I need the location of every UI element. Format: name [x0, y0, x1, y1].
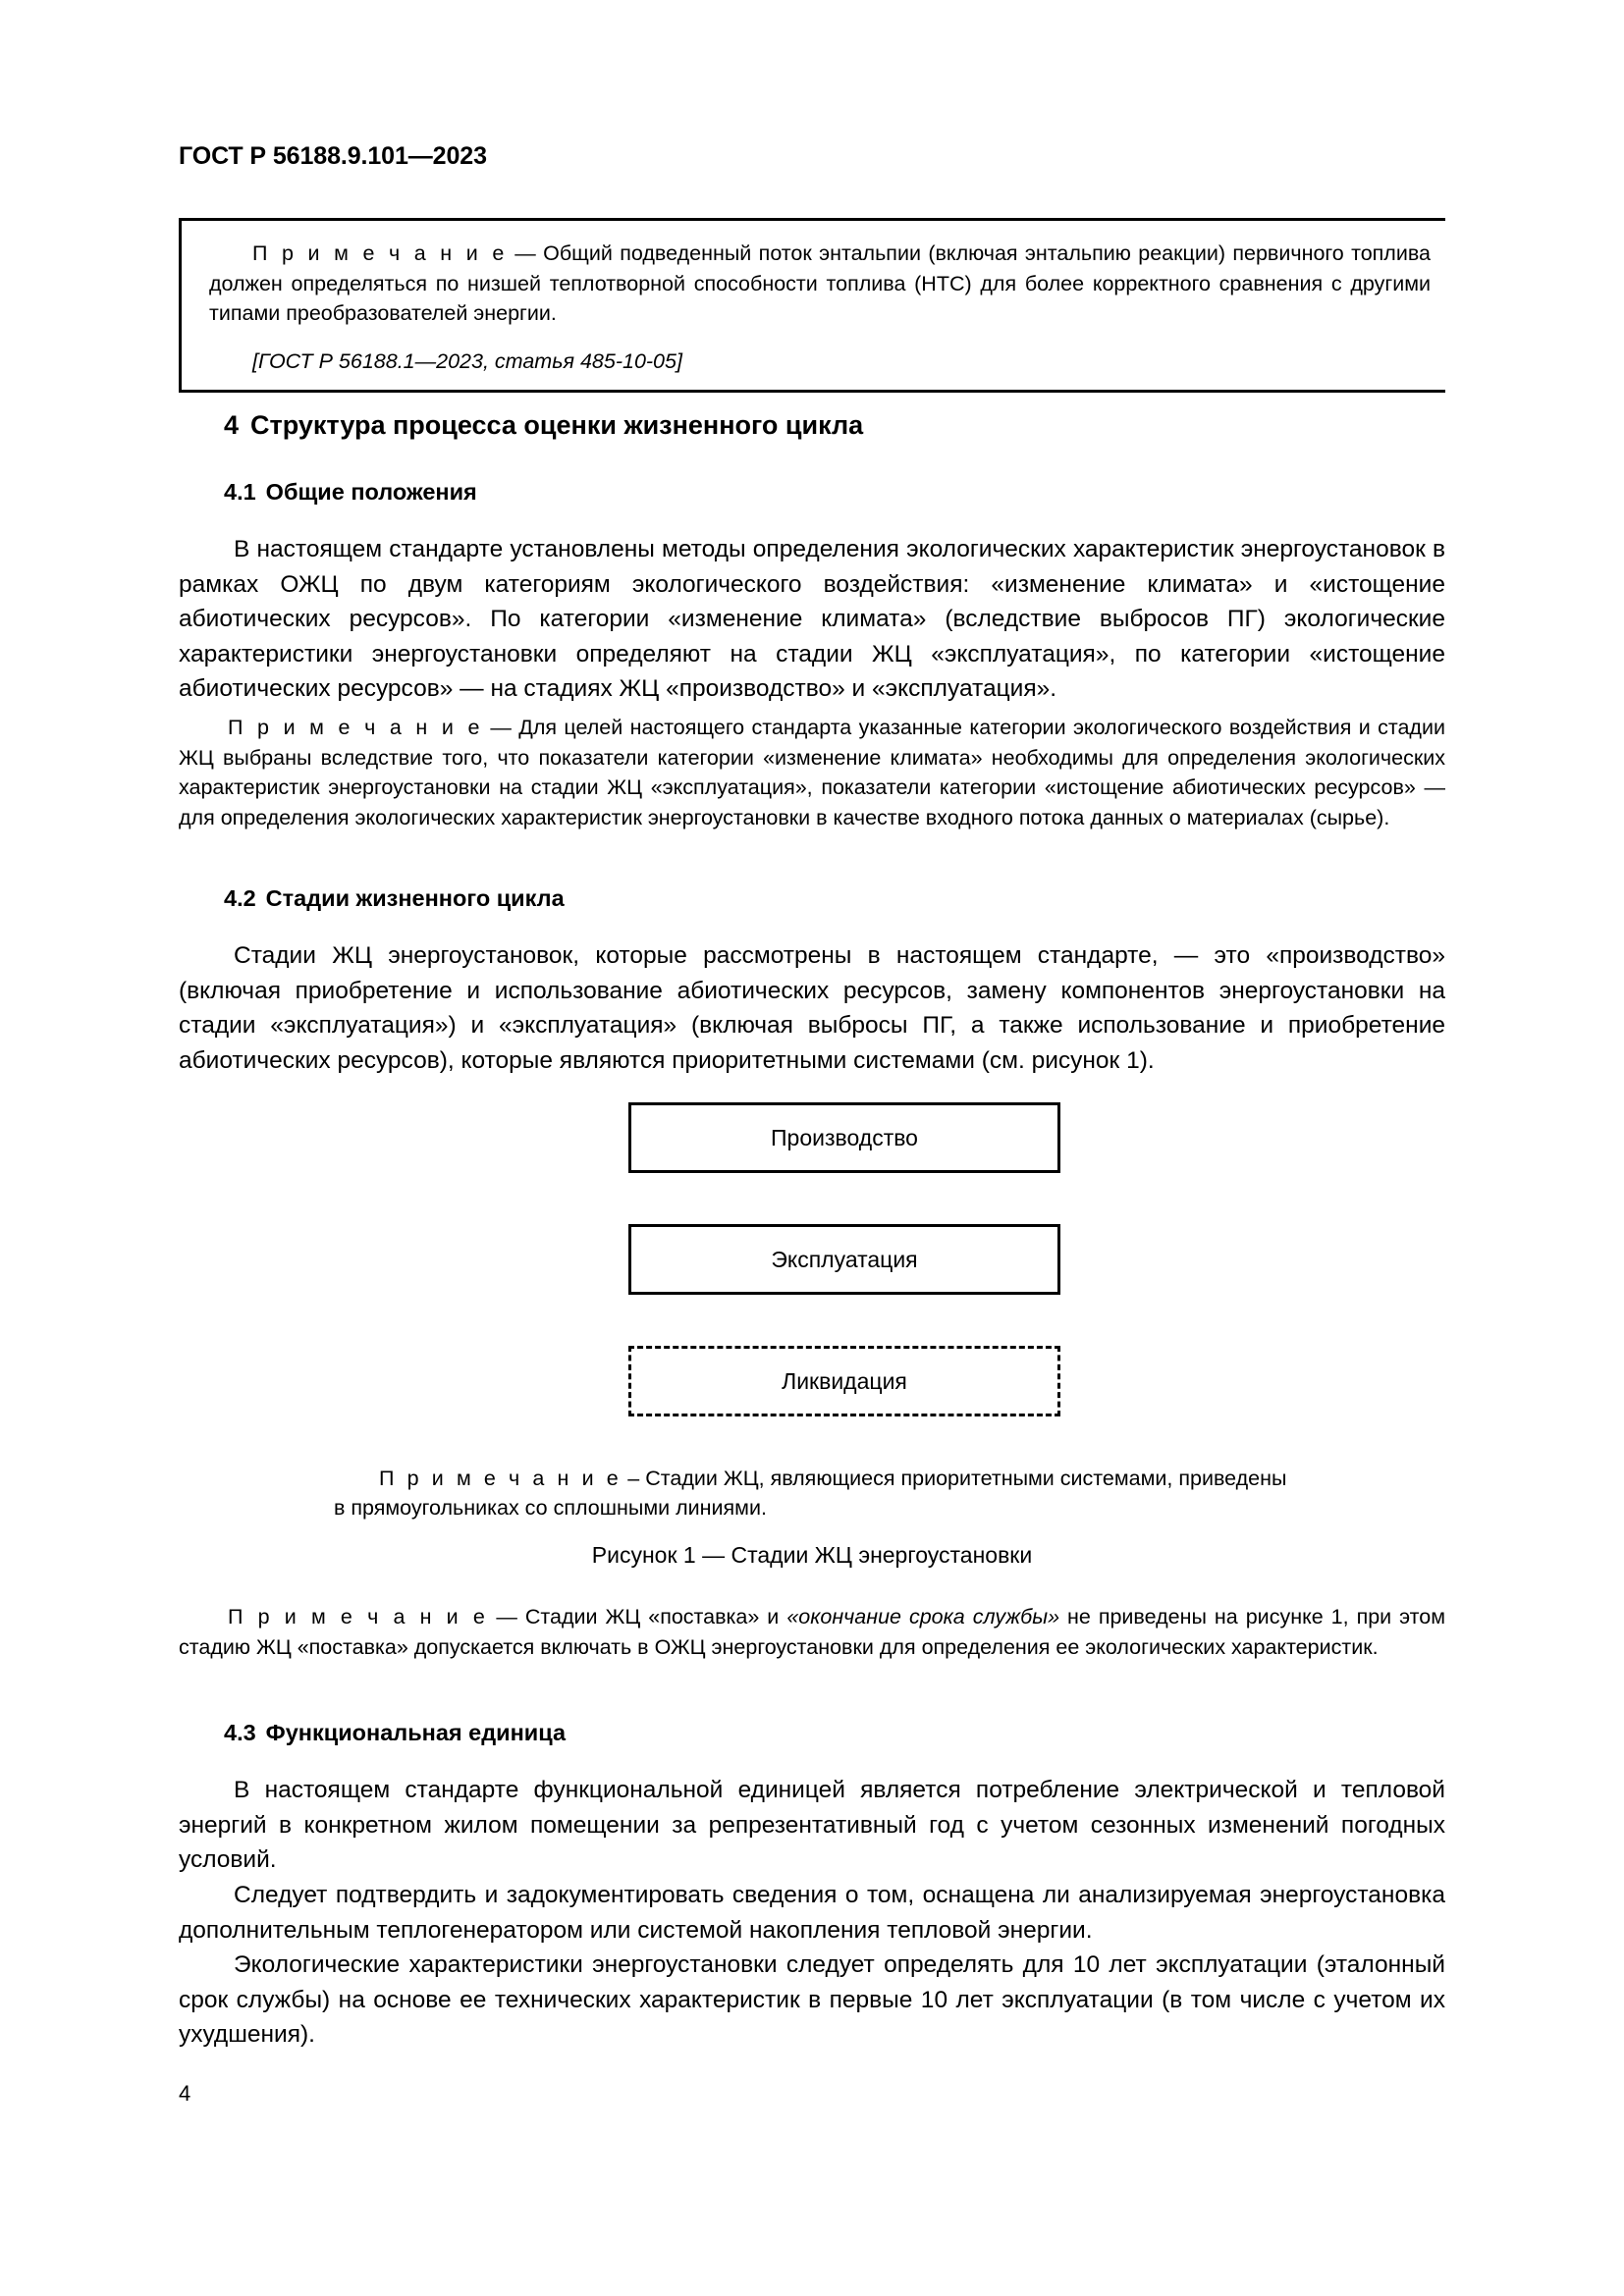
paragraph-4-3-first: В настоящем стандарте функциональной единицей является потребление электрической и тепловой энергий в конкретном жилом помещении за репрезентативный год с учетом сезонных изменений погодных условий.	[179, 1777, 1445, 1873]
note-label: П р и м е ч а н и е	[228, 1605, 489, 1629]
note-label: П р и м е ч а н и е	[252, 241, 508, 265]
paragraph-4-2-body: Стадии ЖЦ энергоустановок, которые рассмотрены в настоящем стандарте, — это «производство» (включая приобретение и использование абиотических ресурсов, замену компонентов энергоустановки на стадии «эксплуатация») и «эксплуатация» (включая выбросы ПГ, а также использование и приобретение абиотических ресурсов), которые являются приоритетными системами (см. рисунок 1).	[179, 942, 1445, 1074]
note-4-1	[179, 713, 1445, 832]
note-body: — Для целей настоящего стандарта указанные категории экологического воздействия и стадии ЖЦ выбраны вследствие того, что показатели категории «изменение климата» необходимы для определения экологических характеристик энергоустановки на стадии ЖЦ «эксплуатация», показатели категории «истощение абиотических ресурсов» — для определения экологических характеристик энергоустановки в качестве входного потока данных о материалах (сырье).	[179, 716, 1445, 829]
heading-4-1-number: 4.1	[224, 479, 256, 505]
quote-note-paragraph	[209, 239, 1431, 329]
heading-section-4-3	[224, 1720, 566, 1746]
figure-caption: Рисунок 1 — Стадии ЖЦ энергоустановки	[591, 1542, 1033, 1568]
paragraph-4-1-body: В настоящем стандарте установлены методы определения экологических характеристик энергоустановок в рамках ОЖЦ по двум категориям экологического воздействия: «изменение климата» и «истощение абиотических ресурсов». По категории «изменение климата» (вследствие выбросов ПГ) экологические характеристики энергоустановки определяют на стадии ЖЦ «эксплуатация», по категории «истощение абиотических ресурсов» — на стадиях ЖЦ «производство» и «эксплуатация».	[179, 536, 1445, 702]
heading-section-4	[224, 410, 863, 441]
note-body-prefix: — Стадии ЖЦ «поставка» и	[488, 1605, 787, 1629]
figure-box-production	[628, 1102, 1060, 1173]
heading-4-number: 4	[224, 410, 240, 440]
heading-4-3-number: 4.3	[224, 1720, 256, 1745]
page-number: 4	[179, 2081, 191, 2106]
note-body-suffix: не приведены на рисунке 1, при этом стадию ЖЦ «поставка» допускается включать в ОЖЦ энергоустановки для определения ее экологических характеристик.	[179, 1605, 1445, 1659]
heading-4-2-number: 4.2	[224, 885, 256, 911]
figure-box-operation	[628, 1224, 1060, 1295]
note-body: – Стадии ЖЦ, являющиеся приоритетными системами, приведены в прямоугольниках со сплошными линиями.	[334, 1467, 1287, 1520]
page-content	[179, 0, 1445, 2296]
heading-4-3-title: Функциональная единица	[265, 1720, 567, 1745]
source-reference: [ГОСТ Р 56188.1—2023, статья 485-10-05]	[252, 348, 682, 373]
note-body-italic: «окончание срока службы»	[786, 1605, 1060, 1629]
quoted-definition-block	[179, 218, 1445, 393]
figure-box-decommissioning	[628, 1346, 1060, 1416]
figure-note	[334, 1464, 1296, 1522]
paragraph-4-3-third: Экологические характеристики энергоустановки следует определять для 10 лет эксплуатации (эталонный срок службы) на основе ее технических характеристик в первые 10 лет эксплуатации (в том числе с учетом их ухудшения).	[179, 1951, 1445, 2048]
running-header: ГОСТ Р 56188.9.101—2023	[179, 142, 487, 170]
paragraph-4-3-second: Следует подтвердить и задокументировать сведения о том, оснащена ли анализируемая энергоустановка дополнительным теплогенератором или системой накопления тепловой энергии.	[179, 1882, 1445, 1944]
note-body: — Общий подведенный поток энтальпии (включая энтальпию реакции) первичного топлива должен определяться по низшей теплотворной способности топлива (НТС) для более корректного сравнения с другими типами преобразователей энергии.	[209, 241, 1431, 325]
heading-4-2-title: Стадии жизненного цикла	[265, 885, 565, 911]
heading-section-4-2	[224, 885, 565, 912]
note-label: П р и м е ч а н и е	[228, 716, 484, 739]
figure-box-label: Ликвидация	[782, 1367, 907, 1394]
note-4-2-after-figure	[179, 1602, 1445, 1662]
heading-4-1-title: Общие положения	[265, 479, 477, 505]
heading-section-4-1	[224, 479, 477, 506]
figure-box-label: Эксплуатация	[771, 1246, 918, 1272]
heading-4-title: Структура процесса оценки жизненного цикла	[250, 410, 864, 440]
figure-box-label: Производство	[771, 1124, 918, 1150]
note-label: П р и м е ч а н и е	[379, 1467, 623, 1490]
